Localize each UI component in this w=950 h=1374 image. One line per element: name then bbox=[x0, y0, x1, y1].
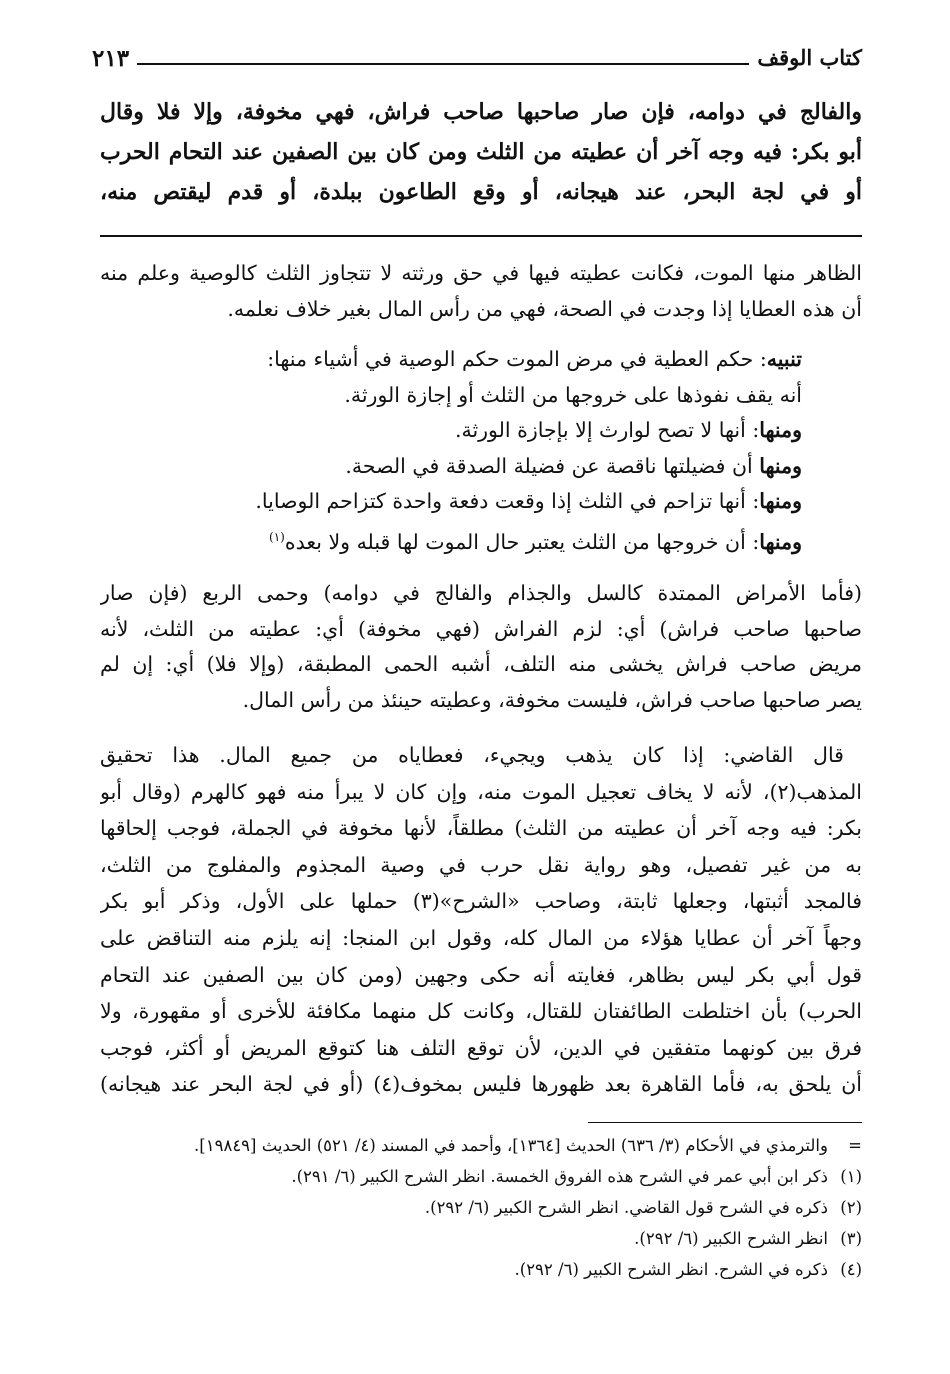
sharh-line: فرق بين كونهما متفقين في الدين، لأن توقع التلف هنا كتوقع المريض أو أكثر، فوجب bbox=[100, 1035, 862, 1060]
sharh-line: وجهاً آخر أن عطايا هؤلاء من المال كله، وقول ابن المنجا: إنه يلزم منه التناقض على bbox=[100, 925, 862, 950]
tanbih-label: تنبيه bbox=[766, 347, 802, 371]
sharh-line: الحرب) بأن اختلطت الطائفتان للقتال، وكانت كل منهما مكافئة للأخرى أو مقهورة، ولا bbox=[100, 999, 862, 1024]
sharh-line: المذهب(٢)، لأنه لا يخاف تعجيل الموت منه، وإن كان لا يبرأ منه فهو كالهرم (وقال أبو bbox=[100, 779, 862, 804]
tanbih-item-text: أنه يقف نفوذها على خروجها من الثلث أو إجازة الورثة. bbox=[344, 382, 802, 407]
tanbih-item-text: : أنها تزاحم في الثلث إذا وقعت دفعة واحدة كتزاحم الوصايا. bbox=[255, 489, 760, 513]
sharh-line: به من غير تفصيل، وهو رواية نقل حرب في وصية المجذوم والمفلوج من الثلث، bbox=[100, 852, 862, 877]
tanbih-item-prefix: ومنها bbox=[759, 453, 802, 478]
tanbih-item-text: أن فضيلتها ناقصة عن فضيلة الصدقة في الصحة. bbox=[345, 453, 760, 478]
tanbih-item-prefix: ومنها bbox=[759, 489, 802, 513]
tanbih-item bbox=[100, 378, 802, 414]
sharh-line: أن يلحق به، فأما القاهرة بعد ظهورها فليس بمخوف(٤) (أو في لجة البحر عند هيجانه) bbox=[100, 1072, 862, 1097]
footnote-number: (٣) bbox=[840, 1229, 862, 1248]
footnote bbox=[100, 1223, 862, 1254]
matn-separator bbox=[100, 235, 862, 237]
matn-text bbox=[100, 92, 862, 212]
page-header bbox=[92, 38, 862, 72]
footnote-number: (١) bbox=[840, 1167, 862, 1186]
footnote-number: (٢) bbox=[840, 1198, 862, 1217]
tanbih-text: : حكم العطية في مرض الموت حكم الوصية في أشياء منها: bbox=[267, 347, 767, 371]
tanbih-item bbox=[100, 484, 802, 520]
footnote bbox=[100, 1254, 862, 1285]
sharh-line: الظاهر منها الموت، فكانت عطيته فيها في حق ورثته لا تتجاوز الثلث كالوصية وعلم منه bbox=[100, 261, 862, 285]
footnote bbox=[100, 1192, 862, 1223]
matn-line: أبو بكر: فيه وجه آخر أن عطيته من الثلث ومن كان بين الصفين عند التحام الحرب bbox=[100, 139, 862, 165]
sharh-line: (فأما الأمراض الممتدة كالسل والجذام والفالج في دوامه) وحمى الربع (فإن صار bbox=[100, 581, 862, 605]
matn-line: أو في لجة البحر، عند هيجانه، أو وقع الطاعون ببلدة، أو قدم ليقتص منه، bbox=[100, 179, 862, 205]
tanbih-item-text: : أنها لا تصح لوارث إلا بإجازة الورثة. bbox=[454, 418, 760, 442]
sharh-line: قال القاضي: إذا كان يذهب ويجيء، فعطاياه من جميع المال. هذا تحقيق bbox=[100, 743, 844, 767]
sharh-line: يصر صاحبها صاحب فراش، فليست مخوفة، وعطيته حينئذ من رأس المال. bbox=[242, 687, 862, 712]
sharh-line: صاحبها صاحب فراش) أي: لزم الفراش (فهي مخوفة) أي: عطيته من الثلث، لأنه bbox=[100, 616, 862, 641]
tanbih-item bbox=[100, 520, 802, 560]
running-title: كتاب الوقف bbox=[757, 45, 862, 70]
footnote bbox=[100, 1130, 862, 1161]
footnote bbox=[100, 1161, 862, 1192]
tanbih-item-prefix: ومنها bbox=[759, 529, 802, 554]
sharh-line: مريض صاحب فراش يخشى منه التلف، أشبه الحمى المطبقة، (وإلا فلا) أي: إن لم bbox=[100, 652, 862, 676]
footnotes bbox=[100, 1130, 862, 1285]
tanbih-section bbox=[100, 342, 862, 560]
footnote-text: انظر الشرح الكبير (٦/ ٢٩٢). bbox=[634, 1229, 828, 1248]
footnote-ref[interactable]: (١) bbox=[269, 529, 285, 544]
sharh-line: فالمجد أثبتها، وجعلها ثابتة، وصاحب «الشرح»(٣) حملها على الأول، وذكر أبو بكر bbox=[100, 889, 862, 914]
sharh-paragraph-1 bbox=[100, 576, 862, 718]
footnote-text: ذكره في الشرح قول القاضي. انظر الشرح الكبير (٦/ ٢٩٢). bbox=[424, 1198, 828, 1217]
sharh-paragraph-2 bbox=[100, 737, 862, 1103]
footnote-text: ذكر ابن أبي عمر في الشرح هذه الفروق الخمسة. انظر الشرح الكبير (٦/ ٢٩١). bbox=[291, 1167, 828, 1186]
sharh-line: أن هذه العطايا إذا وجدت في الصحة، فهي من رأس المال بغير خلاف نعلمه. bbox=[227, 296, 862, 321]
footnote-separator bbox=[588, 1122, 862, 1123]
footnote-number: (٤) bbox=[840, 1260, 862, 1279]
page-number: ٢١٣ bbox=[92, 45, 130, 72]
sharh-line: بكر: فيه وجه آخر أن عطيته من الثلث) مطلقاً، لأنها مخوفة في الجملة، فوجب إلحاقها bbox=[100, 816, 862, 841]
matn-line: والفالج في دوامه، فإن صار صاحبها صاحب فراش، فهي مخوفة، وإلا فلا وقال bbox=[100, 99, 862, 125]
tanbih-heading bbox=[100, 342, 802, 378]
tanbih-item bbox=[100, 449, 802, 485]
footnote-number: = bbox=[848, 1136, 862, 1155]
tanbih-item-prefix: ومنها bbox=[759, 418, 802, 442]
tanbih-item bbox=[100, 413, 802, 449]
footnote-text: ذكره في الشرح. انظر الشرح الكبير (٦/ ٢٩٢). bbox=[514, 1260, 828, 1279]
header-rule bbox=[137, 63, 749, 65]
sharh-line: قول أبي بكر ليس بظاهر، فغايته أنه حكى وجهين (ومن كان بين الصفين عند التحام bbox=[100, 962, 862, 987]
footnote-text: والترمذي في الأحكام (٣/ ٦٣٦) الحديث [١٣٦٤]، وأحمد في المسند (٤/ ٥٢١) الحديث [١٩٨٤٩]. bbox=[194, 1136, 828, 1155]
tanbih-item-text: : أن خروجها من الثلث يعتبر حال الموت لها قبله ولا بعده bbox=[284, 529, 760, 554]
sharh-intro bbox=[100, 256, 862, 327]
